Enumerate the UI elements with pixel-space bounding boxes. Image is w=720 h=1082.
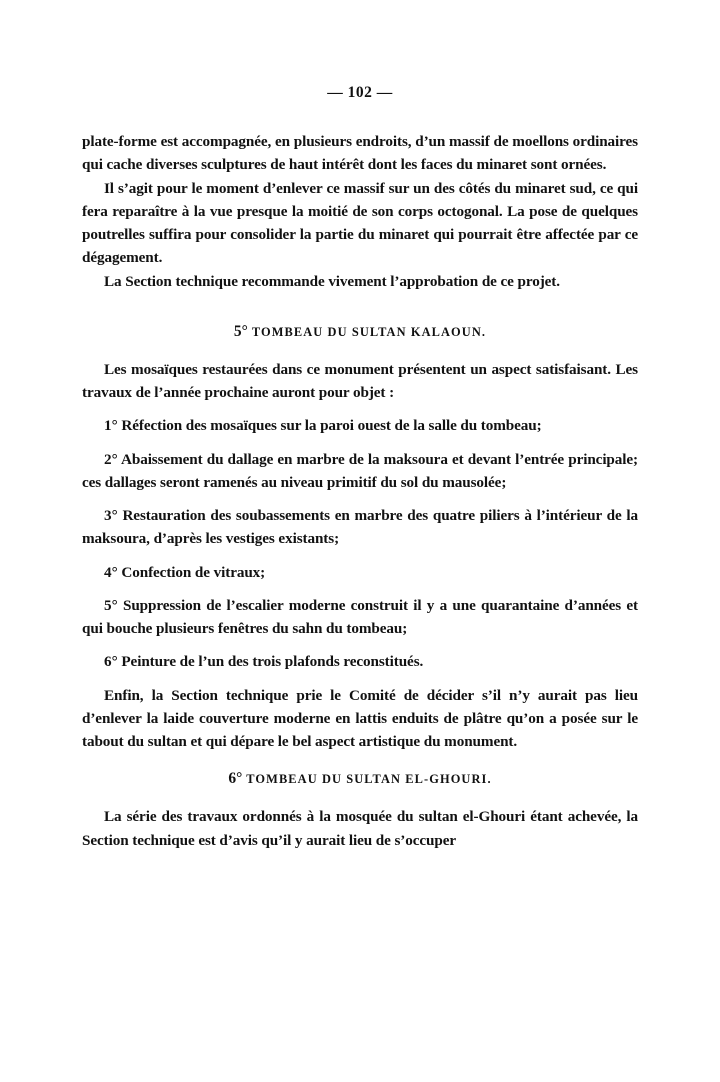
list-item <box>82 650 638 673</box>
list-item-text: Confection de vitraux; <box>121 563 266 581</box>
list-item-text: Abaissement du dallage en marbre de la maksoura et devant l’entrée principale; ces dallages seront ramenés au niveau primitif du sol du mausolée; <box>82 450 638 491</box>
spacer <box>82 753 638 770</box>
list-item-text: Restauration des soubassements en marbre des quatre piliers à l’intérieur de la maksoura, d’après les vestiges existants; <box>82 507 638 548</box>
list-item <box>82 448 638 495</box>
section-heading-el-ghouri <box>82 770 638 788</box>
spacer <box>82 674 638 684</box>
section-heading-kalaoun <box>82 323 638 341</box>
paragraph-closing-kalaoun: Enfin, la Section technique prie le Comité de décider s’il n’y aurait pas lieu d’enlever la laide couverture moderne en lattis enduits de plâtre qu’on a posée sur le tabout du sultan et qui dépare le bel aspect artistique du monument. <box>82 686 638 750</box>
spacer <box>82 640 638 650</box>
paragraph-continuation: plate-forme est accompagnée, en plusieurs endroits, d’un massif de moellons ordinaires qui cache diverses sculptures de haut intérêt dont les faces du minaret sont ornées. <box>82 133 638 174</box>
list-item <box>82 504 638 551</box>
spacer <box>82 551 638 561</box>
spacer <box>82 438 638 448</box>
section-title: TOMBEAU DU SULTAN KALAOUN. <box>251 324 487 339</box>
list-item <box>82 561 638 584</box>
list-item-text: Réfection des mosaïques sur la paroi ouest de la salle du tombeau; <box>121 417 542 435</box>
spacer <box>82 341 638 358</box>
list-item <box>82 414 638 437</box>
list-item-marker: 4° <box>104 563 118 581</box>
paragraph-mosaics-intro: Les mosaïques restaurées dans ce monument présentent un aspect satisfaisant. Les travaux de l’année prochaine auront pour objet : <box>82 360 638 401</box>
spacer <box>82 584 638 594</box>
section-title: TOMBEAU DU SULTAN EL-GHOURI. <box>246 772 492 787</box>
paragraph-massif-removal: Il s’agit pour le moment d’enlever ce massif sur un des côtés du minaret sud, ce qui fera reparaître à la vue presque la moitié de son corps octogonal. La pose de quelques poutrelles suffira pour consolider la partie du minaret qui pourrait être affectée par ce dégagement. <box>82 179 638 267</box>
spacer <box>82 293 638 323</box>
list-item-marker: 3° <box>104 507 118 524</box>
paragraph-el-ghouri: La série des travaux ordonnés à la mosquée du sultan el-Ghouri étant achevée, la Section technique est d’avis qu’il y aurait lieu de s’occuper <box>82 808 638 849</box>
list-item <box>82 594 638 641</box>
page-number: — 102 — <box>327 84 393 101</box>
section-number: 5° <box>233 322 248 340</box>
list-item-text: Suppression de l’escalier moderne construit il y a une quarantaine d’années et qui bouche plusieurs fenêtres du sahn du tombeau; <box>82 596 638 637</box>
spacer <box>82 494 638 504</box>
list-item-marker: 6° <box>104 653 118 671</box>
list-item-marker: 2° <box>104 450 118 468</box>
list-item-marker: 5° <box>104 596 118 614</box>
paragraph-recommendation: La Section technique recommande vivement l’approbation de ce projet. <box>104 272 560 290</box>
spacer <box>82 788 638 805</box>
list-item-text: Peinture de l’un des trois plafonds reconstitués. <box>121 653 424 671</box>
section-number: 6° <box>228 770 243 788</box>
spacer <box>82 404 638 414</box>
list-item-marker: 1° <box>104 417 118 435</box>
